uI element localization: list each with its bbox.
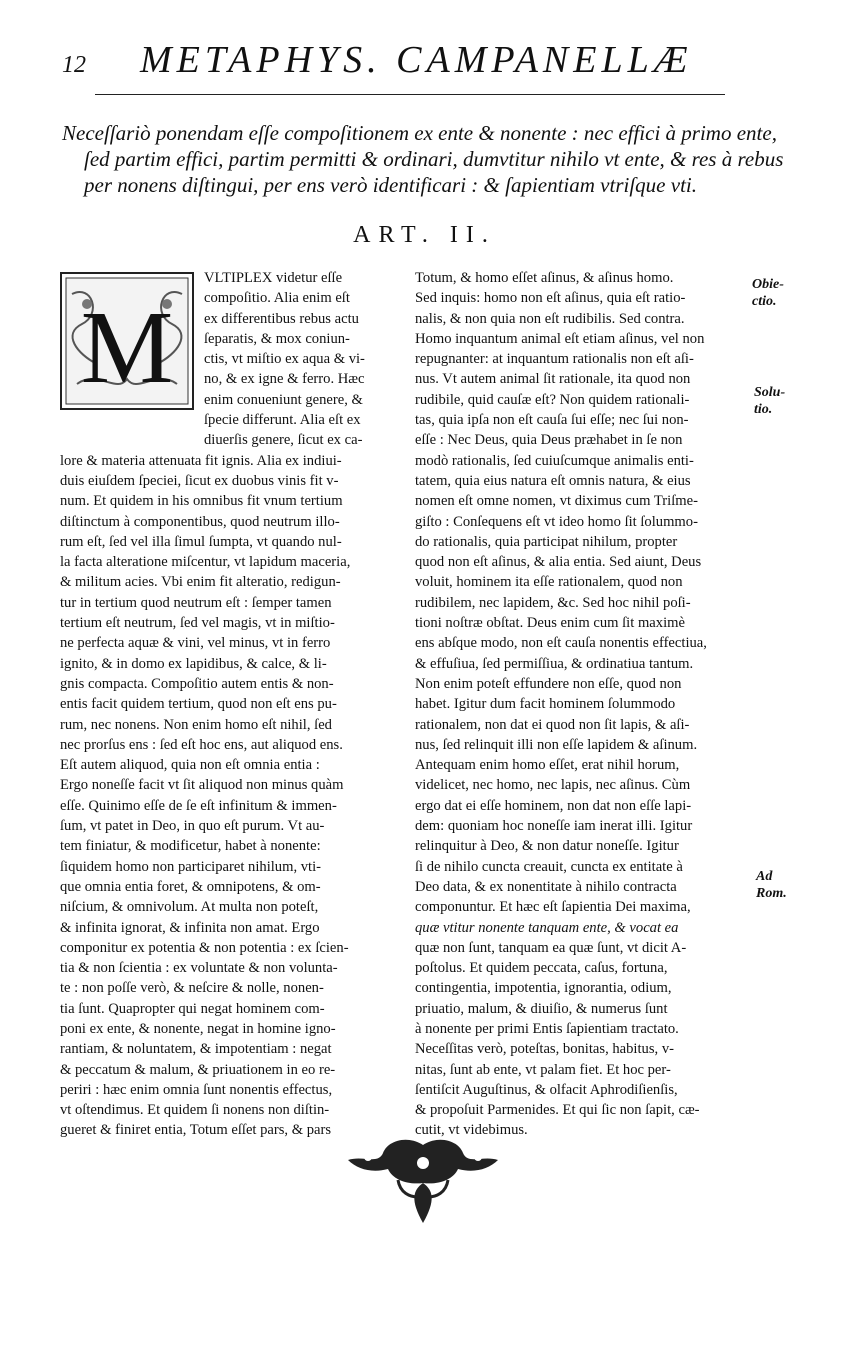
text-line: gnis compacta. Compoſitio autem entis & non- [60,675,334,692]
text-line: que omnia entia foret, & omnipotens, & om- [60,878,321,895]
text-line: niſcium, & omnivolum. At multa non poteſt, [60,899,319,916]
text-line: rum, nec nonens. Non enim homo eſt nihil, ſed [60,716,332,733]
text-line: & peccatum & malum, & priuationem in eo re- [60,1061,336,1078]
text-line: Ergo noneſſe facit vt ſit aliquod non minus quàm [60,777,344,794]
text-line: relinquitur à Deo, & non datur noneſſe. Igitur [415,838,679,855]
text-line: poſtolus. Et quidem peccata, caſus, fortuna, [415,960,668,977]
text-line: habet. Igitur dum facit hominem ſolummodo [415,696,676,713]
text-line: ſum, vt patet in Deo, in quo eſt purum. Vt au- [60,818,325,835]
text-line: diſtinctum à componentibus, quod neutrum illo- [60,513,340,530]
text-line: voluit, hominem ita eſſe rationalem, quod non [415,574,683,591]
text-line: Deo data, & ex nonentitate à nihilo contracta [415,878,677,895]
text-line: Homo inquantum animal eſt etiam aſinus, vel non [415,330,705,347]
text-line: componitur ex potentia & non potentia : ex ſcien- [60,939,349,956]
text-line: duis eiuſdem ſpeciei, ſicut ex duobus vinis fit v- [60,472,339,489]
text-line: ex differentibus rebus actu [204,310,359,327]
header-rule [95,94,725,95]
text-line: & effuſiua, ſed permiſſiua, & ordinatiua tantum. [415,655,694,672]
running-title: METAPHYS. CAMPANELLÆ [140,39,693,81]
text-line: Totum, & homo eſſet aſinus, & aſinus homo. [415,270,674,286]
text-line: quæ non ſunt, tanquam ea quæ ſunt, vt dicit A- [415,939,687,956]
text-line: vt oſtendimus. Et quidem ſi nonens non diſtin- [60,1102,330,1119]
text-line: modò rationalis, ſed cuiuſcumque animalis enti- [415,452,694,469]
text-line: VLTIPLEX videtur eſſe [204,270,343,286]
text-line: nomen eſt omne nomen, vt diximus cum Triſme- [415,493,698,510]
text-line: Sed inquis: homo non eſt aſinus, quia eſt ratio- [415,290,686,307]
summary-line: ſed partim effici, partim permitti & ordinari, dumvtitur nihilo vt ente, & res à rebus [84,147,784,171]
fleuron-tailpiece-icon [338,1135,508,1225]
text-line: videlicet, nec homo, nec lapis, nec aſinus. Cùm [415,777,691,794]
text-line: num. Et quidem in his omnibus fit vnum tertium [60,493,343,510]
text-line: no, & ex igne & ferro. Hæc [204,371,365,388]
text-line: giſto : Conſequens eſt vt ideo homo ſit ſolummo- [415,513,698,530]
text-line: Antequam enim homo eſſet, erat nihil horum, [415,757,680,774]
text-line: quæ vtitur nonente tanquam ente, & vocat ea [415,919,679,936]
article-heading: ART. II. [353,222,496,248]
text-line: do rationalis, quia participat nihilum, propter [415,533,678,550]
text-line: rum eſt, ſed vel illa ſimul ſumpta, vt quando nul- [60,533,342,550]
text-line: ctis, vt miſtio ex aqua & vi- [204,351,365,368]
text-line: diuerſis genere, ſicut ex ca- [204,432,363,449]
text-line: Non enim poteſt effundere non eſſe, quod non [415,675,682,692]
text-line: ſi de nihilo cuncta creauit, cuncta ex entitate à [415,858,683,875]
text-line: eſſe : Nec Deus, quia Deus præhabet in ſe non [415,432,683,449]
margin-note-line: Obie- [752,277,784,292]
margin-note-line: ctio. [752,294,777,309]
text-line: Eſt autem aliquod, quia non eſt omnia entia : [60,757,320,774]
text-line: nec prorſus ens : ſed eſt hoc ens, aut aliquod ens. [60,736,343,753]
right-column [415,268,745,1141]
text-line: eſſe. Quinimo eſſe de ſe eſt infinitum & immen- [60,797,337,814]
summary-line: Neceſſariò ponendam eſſe compoſitionem ex ente & nonente : nec effici à primo ente, [62,121,777,145]
text-line: ignito, & in domo ex lapidibus, & calce, & li- [60,655,327,672]
margin-note-line: Solu- [754,385,786,400]
text-line: la facta alteratione miſcentur, vt lapidum maceria, [60,554,351,571]
text-line: ſeparatis, & mox coniun- [204,330,350,347]
text-line: contingentia, impotentia, ignorantia, odium, [415,980,672,997]
text-line: & propoſuit Parmenides. Et qui ſic non ſapit, cæ- [415,1102,700,1119]
text-line: entis facit quidem tertium, quod non eſt ens pu- [60,696,337,713]
page-number: 12 [62,52,86,78]
text-line: rudibilem, nec lapidem, &c. Sed hoc nihil poſi- [415,594,691,611]
margin-note-ad-romanos [756,868,787,902]
svg-text:M: M [80,290,174,405]
text-line: tas, quia ipſa non eſt cauſa ſui eſſe; nec ſui non- [415,412,689,429]
margin-note-solutio [754,384,785,418]
text-line: ſiquidem homo non participaret nihilum, vti- [60,858,322,875]
text-line: tia ſunt. Quapropter qui negat hominem com- [60,1000,325,1017]
text-line: ne perfecta aquæ & vini, vel minus, vt in ferro [60,635,331,652]
text-line: tia & non ſcientia : ex voluntate & non volunta- [60,960,338,977]
text-line: tatem, quia eius natura eſt omnis natura, & eius [415,472,691,489]
text-line: & militum acies. Vbi enim fit alteratio, redigun- [60,574,341,591]
margin-note-objectio [752,276,784,310]
text-line: gueret & finiret entia, Totum eſſet pars, & pars [60,1122,332,1139]
text-line: ens abſque modo, non eſt cauſa nonentis effectiua, [415,635,707,652]
text-line: nus, ſed relinquit illi non eſſe lapidem & aſinum. [415,736,698,753]
text-line: ergo dat ei eſſe hominem, non dat non eſſe lapi- [415,797,692,814]
text-line: compoſitio. Alia enim eſt [204,290,350,307]
margin-note-line: Rom. [756,886,787,901]
text-line: quod non eſt aſinus, & alia entia. Sed aiunt, Deus [415,554,702,571]
text-line: cutit, vt videbimus. [415,1122,528,1139]
text-line: ſentiſcit Auguſtinus, & olfacit Aphrodiſienſis, [415,1081,678,1098]
text-line: tioni noſtræ obſtat. Deus enim cum ſit maximè [415,615,685,632]
text-line: tertium eſt neutrum, ſed vel magis, vt in miſtio- [60,615,335,632]
text-line: lore & materia attenuata fit ignis. Alia ex indiui- [60,452,342,469]
summary-line: per nonens diſtingui, per ens verò identificari : & ſapientiam vtriſque vti. [84,173,697,197]
article-summary [62,120,784,198]
text-line: te : non poſſe verò, & neſcire & nolle, nonen- [60,980,324,997]
text-line: nitas, ſunt ab ente, vt palam fiet. Et hoc per- [415,1061,671,1078]
margin-note-line: tio. [754,402,773,417]
text-line: ſpecie differunt. Alia eſt ex [204,412,361,429]
text-line: componuntur. Et hæc eſt ſapientia Dei maxima, [415,899,691,916]
ornamental-initial-icon [60,272,194,410]
text-line: rudibile, quid cauſæ eſt? Non quidem rationali- [415,391,690,408]
text-line: repugnanter: at inquantum rationalis non eſt aſi- [415,351,694,368]
text-line: priuatio, malum, & diuiſio, & numerus ſunt [415,1000,668,1017]
text-line: dem: quoniam hoc noneſſe iam inerat illi. Igitur [415,818,693,835]
text-line: enim conueniunt genere, & [204,391,363,408]
text-line: Neceſſitas verò, poteſtas, bonitas, habitus, v- [415,1041,674,1058]
text-line: à nonente per primi Entis ſapientiam tractato. [415,1020,679,1037]
text-line: poni ex ente, & nonente, negat in homine igno- [60,1020,336,1037]
text-line: & infinita ignorat, & infinita non amat. Ergo [60,919,320,936]
text-line: periri : hæc enim omnia ſunt nonentis effectus, [60,1081,333,1098]
margin-note-line: Ad [756,869,773,884]
text-line: nus. Vt autem animal ſit rationale, ita quod non [415,371,691,388]
text-line: nalis, & non quia non eſt rudibilis. Sed contra. [415,310,685,327]
text-line: tur in tertium quod neutrum eſt : ſemper tamen [60,594,332,611]
text-line: tem finiatur, & modificetur, habet à nonente: [60,838,321,855]
text-line: rationalem, non dat ei quod non ſit lapis, & aſi- [415,716,690,733]
text-line: rantiam, & noluntatem, & impotentiam : negat [60,1041,332,1058]
